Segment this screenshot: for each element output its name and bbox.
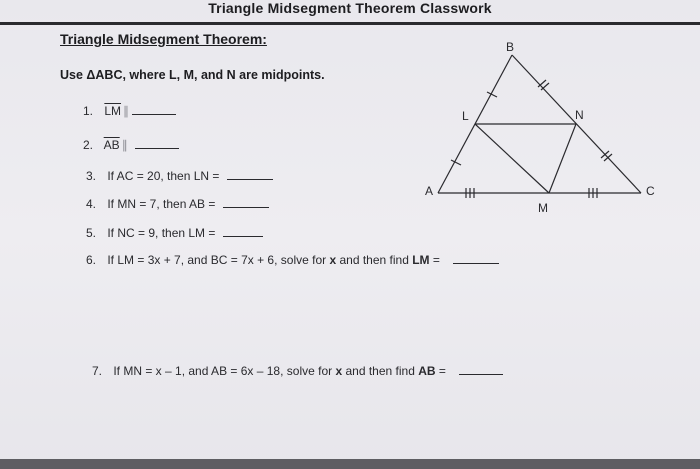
variable-label: x	[335, 364, 343, 378]
desk-edge	[0, 459, 700, 469]
vertex-label-a: A	[425, 184, 434, 198]
question-number: 1.	[83, 104, 94, 118]
question-text: and then find	[336, 253, 413, 267]
question-text: If MN = x – 1, and AB = 6x – 18, solve for	[113, 364, 336, 378]
segment-label: $\overline{LM}$	[104, 104, 122, 118]
worksheet-title: Triangle Midsegment Theorem Classwork	[208, 0, 492, 16]
question-text: If NC = 9, then LM =	[107, 226, 216, 240]
section-heading: Triangle Midsegment Theorem:	[60, 31, 267, 47]
midpoint-label-m: M	[538, 201, 548, 215]
variable-label: x	[329, 253, 337, 267]
answer-symbol: ∥	[121, 138, 128, 152]
question-text: =	[435, 364, 446, 378]
tick-mark	[451, 160, 461, 165]
question-number: 6.	[86, 253, 97, 267]
vertex-label-b: B	[506, 40, 515, 54]
question-number: 7.	[92, 364, 103, 378]
midpoint-label-l: L	[462, 109, 469, 123]
midpoint-label-n: N	[575, 108, 584, 122]
question-text: and then find	[342, 364, 419, 378]
midsegment-lm	[475, 124, 549, 193]
question-number: 3.	[86, 169, 97, 183]
vertex-label-c: C	[646, 184, 655, 198]
question-text: If AC = 20, then LN =	[107, 169, 220, 183]
question-number: 2.	[83, 138, 94, 152]
instruction-text: Use ΔABC, where L, M, and N are midpoints.	[60, 68, 325, 82]
question-number: 5.	[86, 226, 97, 240]
question-text: If MN = 7, then AB =	[107, 197, 216, 211]
question-text: If LM = 3x + 7, and BC = 7x + 6, solve for	[107, 253, 330, 267]
segment-label: $\overline{AB}$	[103, 138, 120, 152]
midsegment-mn	[549, 124, 576, 193]
target-segment: LM	[412, 253, 430, 267]
question-text: =	[429, 253, 440, 267]
answer-symbol: ∥	[123, 104, 130, 118]
target-segment: AB	[418, 364, 436, 378]
question-number: 4.	[86, 197, 97, 211]
